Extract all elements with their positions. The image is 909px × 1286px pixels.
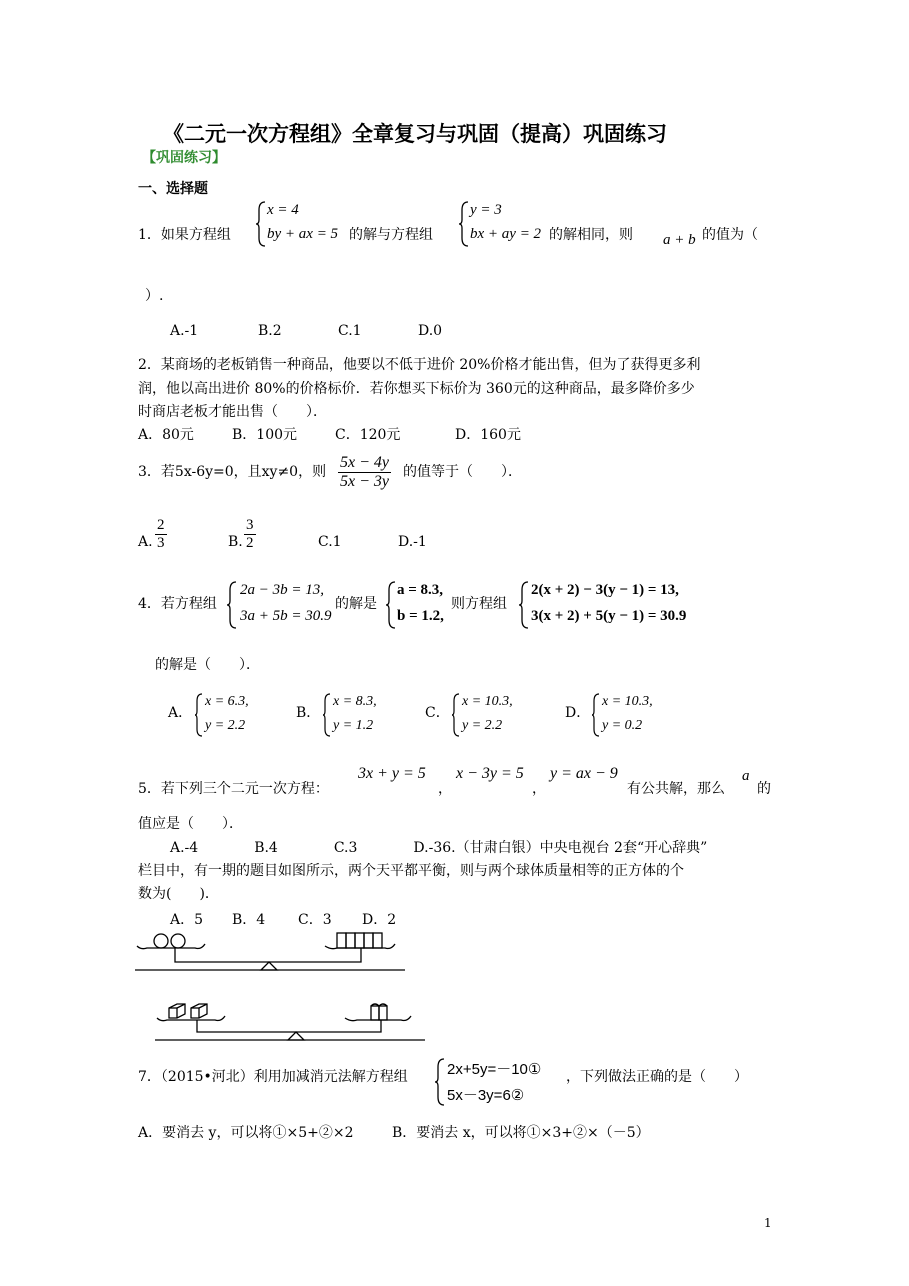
- brace-icon: [385, 580, 397, 630]
- q4-sys1-eq1: 2a − 3b = 13,: [240, 582, 324, 598]
- q3-fraction: [338, 454, 391, 491]
- q2-option-c: C．120元: [335, 427, 401, 443]
- brace-icon: [458, 200, 470, 248]
- q2-line1: 2．某商场的老板销售一种商品，他要以不低于进价 20%价格才能出售，但为了获得更多利: [138, 357, 701, 373]
- q3-denominator: 5x − 3y: [340, 473, 389, 490]
- q2-option-b: B．100元: [232, 427, 298, 443]
- q6-option-c: C．3: [298, 912, 332, 928]
- q4-option-a-eq2: y = 2.2: [205, 718, 246, 733]
- q7-eq1: 2x+5y=－10①: [447, 1061, 542, 1078]
- brace-icon: [255, 200, 267, 248]
- q1-option-b: B.2: [258, 323, 282, 339]
- section-heading: 一、选择题: [138, 181, 208, 197]
- brace-icon: [591, 692, 601, 738]
- q7-suffix: ，下列做法正确的是（ ）: [566, 1069, 748, 1085]
- q5-eq3: y = ax − 9: [550, 765, 618, 782]
- q1-option-a: A.-1: [170, 323, 199, 339]
- page-title: 《二元一次方程组》全章复习与巩固（提高）巩固练习: [163, 122, 667, 146]
- q2-line2: 润，他以高出进价 80%的价格标价．若你想买下标价为 360元的这种商品，最多降价多少: [138, 381, 695, 397]
- q5-comma2: ，: [532, 781, 546, 797]
- q4-option-c-label: C．: [425, 705, 450, 721]
- q4-sys1-eq2: 3a + 5b = 30.9: [240, 608, 332, 624]
- q1-sys2-eq2: bx + ay = 2: [470, 226, 542, 242]
- q4-option-b-eq2: y = 1.2: [333, 718, 374, 733]
- q5-line2: 值应是（ ）．: [138, 816, 243, 832]
- q7-option-b: B．要消去 x，可以将①×3+②×（－5）: [392, 1125, 650, 1141]
- brace-icon: [194, 692, 204, 738]
- q4-option-c-eq2: y = 2.2: [462, 718, 503, 733]
- q5-eq2: x − 3y = 5: [456, 765, 524, 782]
- q3-option-d: D.-1: [398, 534, 427, 550]
- q6-option-a: A．5: [170, 912, 204, 928]
- q4-option-a-eq1: x = 6.3,: [205, 694, 249, 709]
- circled-two-icon: ②: [510, 1087, 525, 1104]
- q7-eq2: 5x－3y=6②: [447, 1087, 525, 1104]
- q5-options-q6-line1: A.-4 B.4 C.3 D.-36.（甘肃白银）中央电视台 2套“开心辞典”: [170, 840, 708, 856]
- q3-option-c: C.1: [318, 534, 342, 550]
- q1-mid1: 的解与方程组: [349, 227, 433, 243]
- q4-option-c-eq1: x = 10.3,: [462, 694, 513, 709]
- q1-option-c: C.1: [338, 323, 362, 339]
- q1-option-d: D.0: [418, 323, 443, 339]
- page-number: 1: [764, 1216, 772, 1230]
- q4-option-d-eq1: x = 10.3,: [602, 694, 653, 709]
- q1-sys1-eq1: x = 4: [267, 202, 299, 218]
- brace-icon: [434, 1057, 446, 1107]
- q4-sol-eq1: a = 8.3,: [397, 582, 444, 598]
- q1-sys2-eq1: y = 3: [470, 202, 502, 218]
- q4-mid1: 的解是: [335, 596, 377, 612]
- q2-option-d: D．160元: [455, 427, 521, 443]
- q4-mid2: 则方程组: [451, 596, 507, 612]
- q5-comma1: ，: [438, 781, 452, 797]
- q7-prefix: 7．（2015•河北）利用加减消元法解方程组: [138, 1069, 408, 1085]
- q3-suffix: 的值等于（ ）．: [403, 464, 522, 480]
- q4-line2: 的解是（ ）．: [155, 657, 260, 673]
- q5-mid: 有公共解，那么: [627, 781, 725, 797]
- q7-option-a: A．要消去 y，可以将①×5+②×2: [138, 1125, 354, 1141]
- circled-one-icon: ①: [527, 1061, 542, 1078]
- brace-icon: [451, 692, 461, 738]
- q6-line2: 栏目中，有一期的题目如图所示，两个天平都平衡，则与两个球体质量相等的正方体的个: [138, 863, 684, 879]
- q4-prefix: 4．若方程组: [138, 596, 217, 612]
- q3-option-a-label: A.: [138, 534, 153, 550]
- q6-option-b: B．4: [232, 912, 266, 928]
- balance-scale-figure: [135, 928, 435, 1048]
- q3-option-b-fraction: $\frac{3}{2}$: [246, 517, 254, 551]
- q3-option-a-fraction: $\frac{2}{3}$: [157, 517, 165, 551]
- q3-option-b-label: B.: [228, 534, 243, 550]
- q5-prefix: 5．若下列三个二元一次方程：: [138, 781, 329, 797]
- q1-suffix: 的值为（: [702, 227, 758, 243]
- q2-option-a: A．80元: [138, 427, 194, 443]
- q6-option-d: D．2: [362, 912, 397, 928]
- q4-option-b-eq1: x = 8.3,: [333, 694, 377, 709]
- q4-option-b-label: B．: [296, 705, 321, 721]
- brace-icon: [226, 580, 238, 630]
- q5-eq1: 3x + y = 5: [358, 765, 426, 782]
- q5-suffix: 的: [757, 781, 771, 797]
- q1-close: ）.: [145, 288, 164, 304]
- q2-line3: 时商店老板才能出售（ ）．: [138, 404, 327, 420]
- brace-icon: [322, 692, 332, 738]
- q6-line3: 数为( )．: [138, 886, 219, 902]
- brace-icon: [518, 580, 530, 630]
- q4-sys2-eq2: 3(x + 2) + 5(y − 1) = 30.9: [531, 608, 687, 624]
- q4-option-a-label: A．: [168, 705, 193, 721]
- q4-sol-eq2: b = 1.2,: [397, 608, 444, 624]
- q4-option-d-eq2: y = 0.2: [602, 718, 643, 733]
- q1-expr: a + b: [663, 232, 696, 248]
- q1-sys1-eq2: by + ax = 5: [267, 226, 339, 242]
- q1-prefix: 1．如果方程组: [138, 227, 231, 243]
- q5-var: a: [742, 768, 750, 784]
- section-tag: 【巩固练习】: [142, 150, 226, 166]
- q3-numerator: 5x − 4y: [340, 454, 389, 471]
- q1-mid2: 的解相同，则: [549, 227, 633, 243]
- q4-sys2-eq1: 2(x + 2) − 3(y − 1) = 13,: [531, 582, 679, 598]
- q3-prefix: 3．若5x-6y=0，且xy≠0，则: [138, 464, 327, 480]
- q4-option-d-label: D．: [565, 705, 591, 721]
